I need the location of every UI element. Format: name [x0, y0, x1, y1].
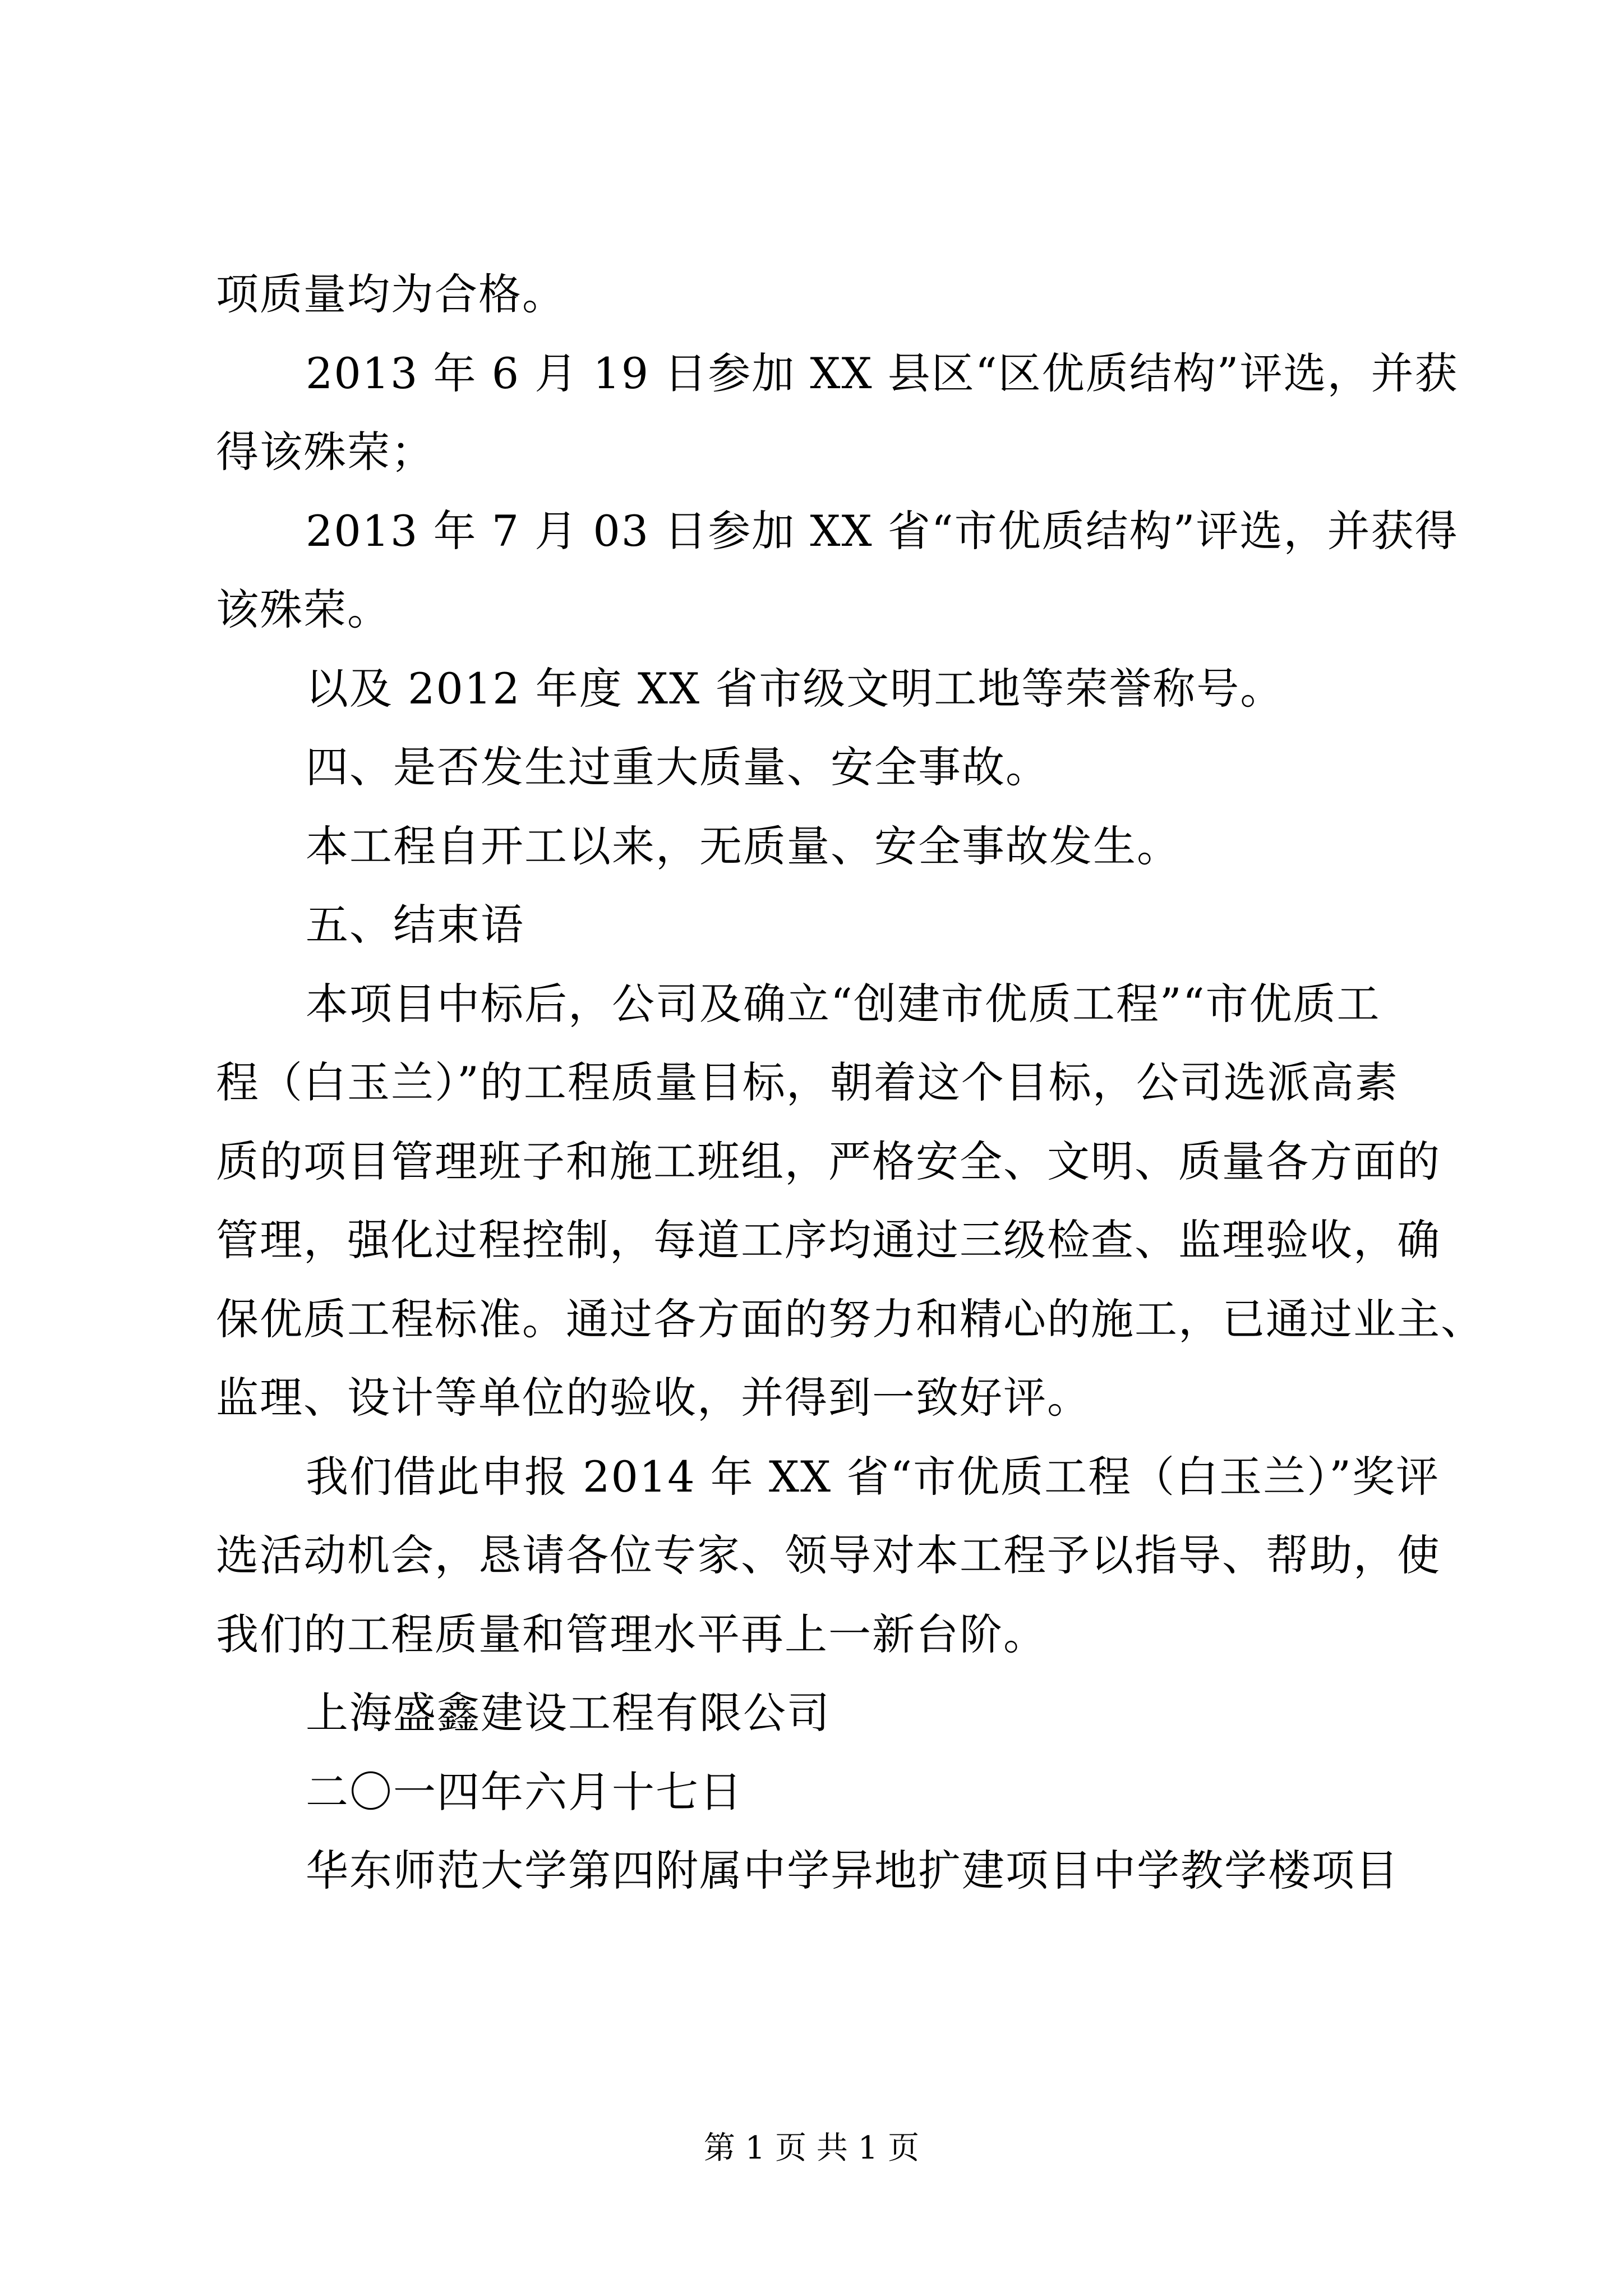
text-line: 2013 年 7 月 03 日参加 XX 省“市优质结构”评选，并获得 [306, 505, 1459, 556]
text-line: 管理，强化过程控制，每道工序均通过三级检查、监理验收，确 [216, 1215, 1441, 1265]
text-line: 二〇一四年六月十七日 [306, 1766, 743, 1817]
text-line: 保优质工程标准。通过各方面的努力和精心的施工，已通过业主、 [216, 1294, 1484, 1344]
text-line: 上海盛鑫建设工程有限公司 [306, 1688, 831, 1738]
text-line: 本项目中标后，公司及确立“创建市优质工程”“市优质工 [306, 978, 1381, 1029]
text-line: 本工程自开工以来，无质量、安全事故发生。 [306, 821, 1181, 871]
text-line: 得该殊荣； [216, 427, 435, 477]
text-line: 该殊荣。 [216, 585, 391, 634]
text-line: 四、是否发生过重大质量、安全事故。 [306, 742, 1049, 792]
text-line: 五、结束语 [306, 900, 524, 950]
text-line: 华东师范大学第四附属中学异地扩建项目中学教学楼项目 [306, 1846, 1399, 1895]
text-line: 我们的工程质量和管理水平再上一新台阶。 [216, 1609, 1047, 1659]
text-line: 程（白玉兰）”的工程质量目标，朝着这个目标，公司选派高素 [216, 1057, 1399, 1107]
page-footer: 第 1 页 共 1 页 [703, 2130, 920, 2166]
text-line: 选活动机会，恳请各位专家、领导对本工程予以指导、帮助，使 [216, 1530, 1441, 1580]
document-body [216, 255, 1484, 1911]
text-line: 我们借此申报 2014 年 XX 省“市优质工程（白玉兰）”奖评 [306, 1451, 1440, 1502]
text-line: 项质量均为合格。 [216, 269, 566, 319]
text-line: 监理、设计等单位的验收，并得到一致好评。 [216, 1373, 1091, 1423]
text-line: 质的项目管理班子和施工班组，严格安全、文明、质量各方面的 [216, 1136, 1441, 1186]
text-line: 以及 2012 年度 XX 省市级文明工地等荣誉称号。 [306, 663, 1284, 714]
text-line: 2013 年 6 月 19 日参加 XX 县区“区优质结构”评选，并获 [306, 348, 1459, 398]
